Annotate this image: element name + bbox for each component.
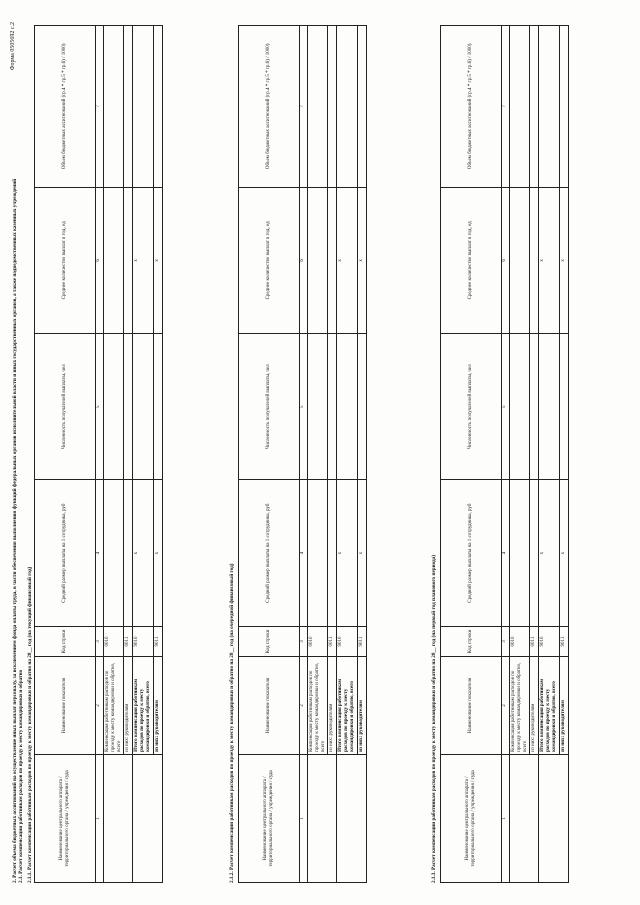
header-payments-per-year: Среднее количество выплат в год, ед (441, 187, 502, 333)
column-number: 2 (502, 657, 510, 755)
code-cell: 0011 (530, 626, 539, 656)
value-cell (124, 187, 133, 333)
header-budget-volume: Объем бюджетных ассигнований (гр.4 * гр.5 * гр.6) / 1000) (35, 26, 96, 188)
column-number: 1 (502, 754, 510, 882)
header-avg-payment: Средний размер выплаты на 1 сотрудника, руб (441, 480, 502, 626)
form-code: Форма 0505692 с.2 (10, 22, 16, 71)
value-cell (328, 334, 337, 480)
value-cell (133, 334, 153, 480)
x-cell: x (539, 187, 559, 333)
column-number: 6 (502, 187, 510, 333)
code-cell: 0010 (308, 626, 328, 656)
value-cell (510, 334, 530, 480)
column-number: 7 (502, 26, 510, 188)
code-cell: 0011 (328, 626, 337, 656)
table-row (530, 26, 539, 883)
org-cell (308, 754, 337, 882)
code-cell: 0011 (124, 626, 133, 656)
header-budget-volume: Объем бюджетных ассигнований (гр.4 * гр.5 * гр.6) / 1000) (441, 26, 502, 188)
column-number: 3 (96, 626, 104, 656)
header-budget-volume: Объем бюджетных ассигнований (гр.4 * гр.5 * гр.6) / 1000) (239, 26, 300, 188)
column-numbers-row (300, 26, 308, 883)
intro-line-2: 2.1. Расчет компенсации работникам расходов по проезду к месту командировки и обратно (18, 669, 25, 883)
indicator-cell: из них: руководителям (530, 657, 539, 755)
intro-text (12, 23, 25, 883)
x-cell: x (559, 480, 568, 626)
value-cell (337, 26, 357, 188)
value-cell (153, 26, 162, 188)
org-cell (133, 754, 162, 882)
table-2-1-3 (440, 25, 569, 883)
section-title-3: 2.1.3. Расчет компенсации работникам расходов по проезду к месту командировки и обратно на 20__ год (на первый год планового периода) (431, 554, 437, 883)
x-cell: x (539, 480, 559, 626)
value-cell (559, 334, 568, 480)
value-cell (357, 334, 366, 480)
section-title-1: 2.1.1. Расчет компенсации работникам расходов по проезду к месту командировки и обратно на 20__ год (на текущий финансовый год) (27, 566, 33, 883)
value-cell (308, 187, 328, 333)
x-cell: x (153, 480, 162, 626)
value-cell (530, 26, 539, 188)
column-number: 1 (300, 754, 308, 882)
header-org: Наименование центрального аппарата / территориального органа / учреждения / суда (239, 754, 300, 882)
column-number: 5 (300, 334, 308, 480)
code-cell: 9010 (133, 626, 153, 656)
header-indicator: Наименование показателя (239, 657, 300, 755)
indicator-cell: Компенсация работникам расходов по проезду к месту командировки и обратно, всего (308, 657, 328, 755)
column-number: 2 (300, 657, 308, 755)
header-recipients: Численность получателей выплаты, чел (441, 334, 502, 480)
value-cell (539, 26, 559, 188)
code-cell: 9011 (153, 626, 162, 656)
section-title-2: 2.1.2. Расчет компенсации работникам расходов по проезду к месту командировки и обратно на 20__ год (на очередной финансовый год) (229, 563, 235, 883)
header-indicator: Наименование показателя (35, 657, 96, 755)
column-number: 5 (96, 334, 104, 480)
x-cell: x (133, 480, 153, 626)
table-row (337, 26, 357, 883)
value-cell (530, 187, 539, 333)
header-indicator: Наименование показателя (441, 657, 502, 755)
table-row (308, 26, 328, 883)
column-number: 3 (502, 626, 510, 656)
value-cell (124, 26, 133, 188)
header-payments-per-year: Среднее количество выплат в год, ед (239, 187, 300, 333)
indicator-cell: Итого компенсация работникам расходов по проезду к месту командировки и обратно, всего (133, 657, 153, 755)
value-cell (559, 26, 568, 188)
value-cell (104, 26, 124, 188)
indicator-cell: Итого компенсация работникам расходов по проезду к месту командировки и обратно, всего (539, 657, 559, 755)
value-cell (328, 187, 337, 333)
table-2-1-2 (238, 25, 367, 883)
column-number: 6 (300, 187, 308, 333)
header-recipients: Численность получателей выплаты, чел (239, 334, 300, 480)
value-cell (124, 334, 133, 480)
indicator-cell: из них: руководителям (153, 657, 162, 755)
value-cell (153, 334, 162, 480)
table-row (104, 26, 124, 883)
indicator-cell: Итого компенсация работникам расходов по проезду к месту командировки и обратно, всего (337, 657, 357, 755)
code-cell: 9010 (539, 626, 559, 656)
column-number: 4 (502, 480, 510, 626)
value-cell (337, 334, 357, 480)
value-cell (328, 480, 337, 626)
column-number: 3 (300, 626, 308, 656)
org-cell (337, 754, 366, 882)
indicator-cell: из них: руководителям (559, 657, 568, 755)
header-avg-payment: Средний размер выплаты на 1 сотрудника, руб (239, 480, 300, 626)
header-payments-per-year: Среднее количество выплат в год, ед (35, 187, 96, 333)
table-row (510, 26, 530, 883)
x-cell: x (153, 187, 162, 333)
table-row (153, 26, 162, 883)
table-row (328, 26, 337, 883)
header-code: Код строки (441, 626, 502, 656)
org-cell (104, 754, 133, 882)
code-cell: 9010 (337, 626, 357, 656)
header-org: Наименование центрального аппарата / территориального органа / учреждения / суда (441, 754, 502, 882)
table-row (133, 26, 153, 883)
column-number: 6 (96, 187, 104, 333)
indicator-cell: из них: руководителям (328, 657, 337, 755)
value-cell (308, 334, 328, 480)
header-avg-payment: Средний размер выплаты на 1 сотрудника, руб (35, 480, 96, 626)
column-number: 4 (96, 480, 104, 626)
x-cell: x (357, 187, 366, 333)
x-cell: x (357, 480, 366, 626)
value-cell (104, 187, 124, 333)
value-cell (328, 26, 337, 188)
value-cell (124, 480, 133, 626)
x-cell: x (337, 187, 357, 333)
value-cell (530, 480, 539, 626)
value-cell (510, 187, 530, 333)
column-number: 5 (502, 334, 510, 480)
value-cell (530, 334, 539, 480)
intro-line-1: 2. Расчет объема бюджетных ассигнований на осуществление иных выплат персоналу, за исключением фонда оплаты труда, в части обеспечения выполнения функций федеральных органов исполнительной власти и иных государственных органов, а также подведомственных казенных учреждений (12, 178, 18, 883)
indicator-cell: Компенсация работникам расходов по проезду к месту командировки и обратно, всего (510, 657, 530, 755)
header-org: Наименование центрального аппарата / территориального органа / учреждения / суда (35, 754, 96, 882)
value-cell (357, 26, 366, 188)
x-cell: x (337, 480, 357, 626)
column-numbers-row (502, 26, 510, 883)
table-row (357, 26, 366, 883)
code-cell: 0010 (510, 626, 530, 656)
column-numbers-row (96, 26, 104, 883)
code-cell: 0010 (104, 626, 124, 656)
column-number: 2 (96, 657, 104, 755)
org-cell (510, 754, 539, 882)
org-cell (539, 754, 568, 882)
column-number: 1 (96, 754, 104, 882)
column-number: 7 (96, 26, 104, 188)
value-cell (104, 480, 124, 626)
code-cell: 9011 (357, 626, 366, 656)
table-row (539, 26, 559, 883)
header-code: Код строки (35, 626, 96, 656)
indicator-cell: из них: руководителям (124, 657, 133, 755)
value-cell (510, 26, 530, 188)
header-recipients: Численность получателей выплаты, чел (35, 334, 96, 480)
value-cell (133, 26, 153, 188)
table-row (124, 26, 133, 883)
value-cell (308, 26, 328, 188)
column-number: 7 (300, 26, 308, 188)
value-cell (539, 334, 559, 480)
indicator-cell: Компенсация работникам расходов по проезду к месту командировки и обратно, всего (104, 657, 124, 755)
table-2-1-1 (34, 25, 163, 883)
table-row (559, 26, 568, 883)
value-cell (104, 334, 124, 480)
value-cell (308, 480, 328, 626)
column-number: 4 (300, 480, 308, 626)
indicator-cell: из них: руководителям (357, 657, 366, 755)
x-cell: x (559, 187, 568, 333)
value-cell (510, 480, 530, 626)
code-cell: 9011 (559, 626, 568, 656)
x-cell: x (133, 187, 153, 333)
header-code: Код строки (239, 626, 300, 656)
